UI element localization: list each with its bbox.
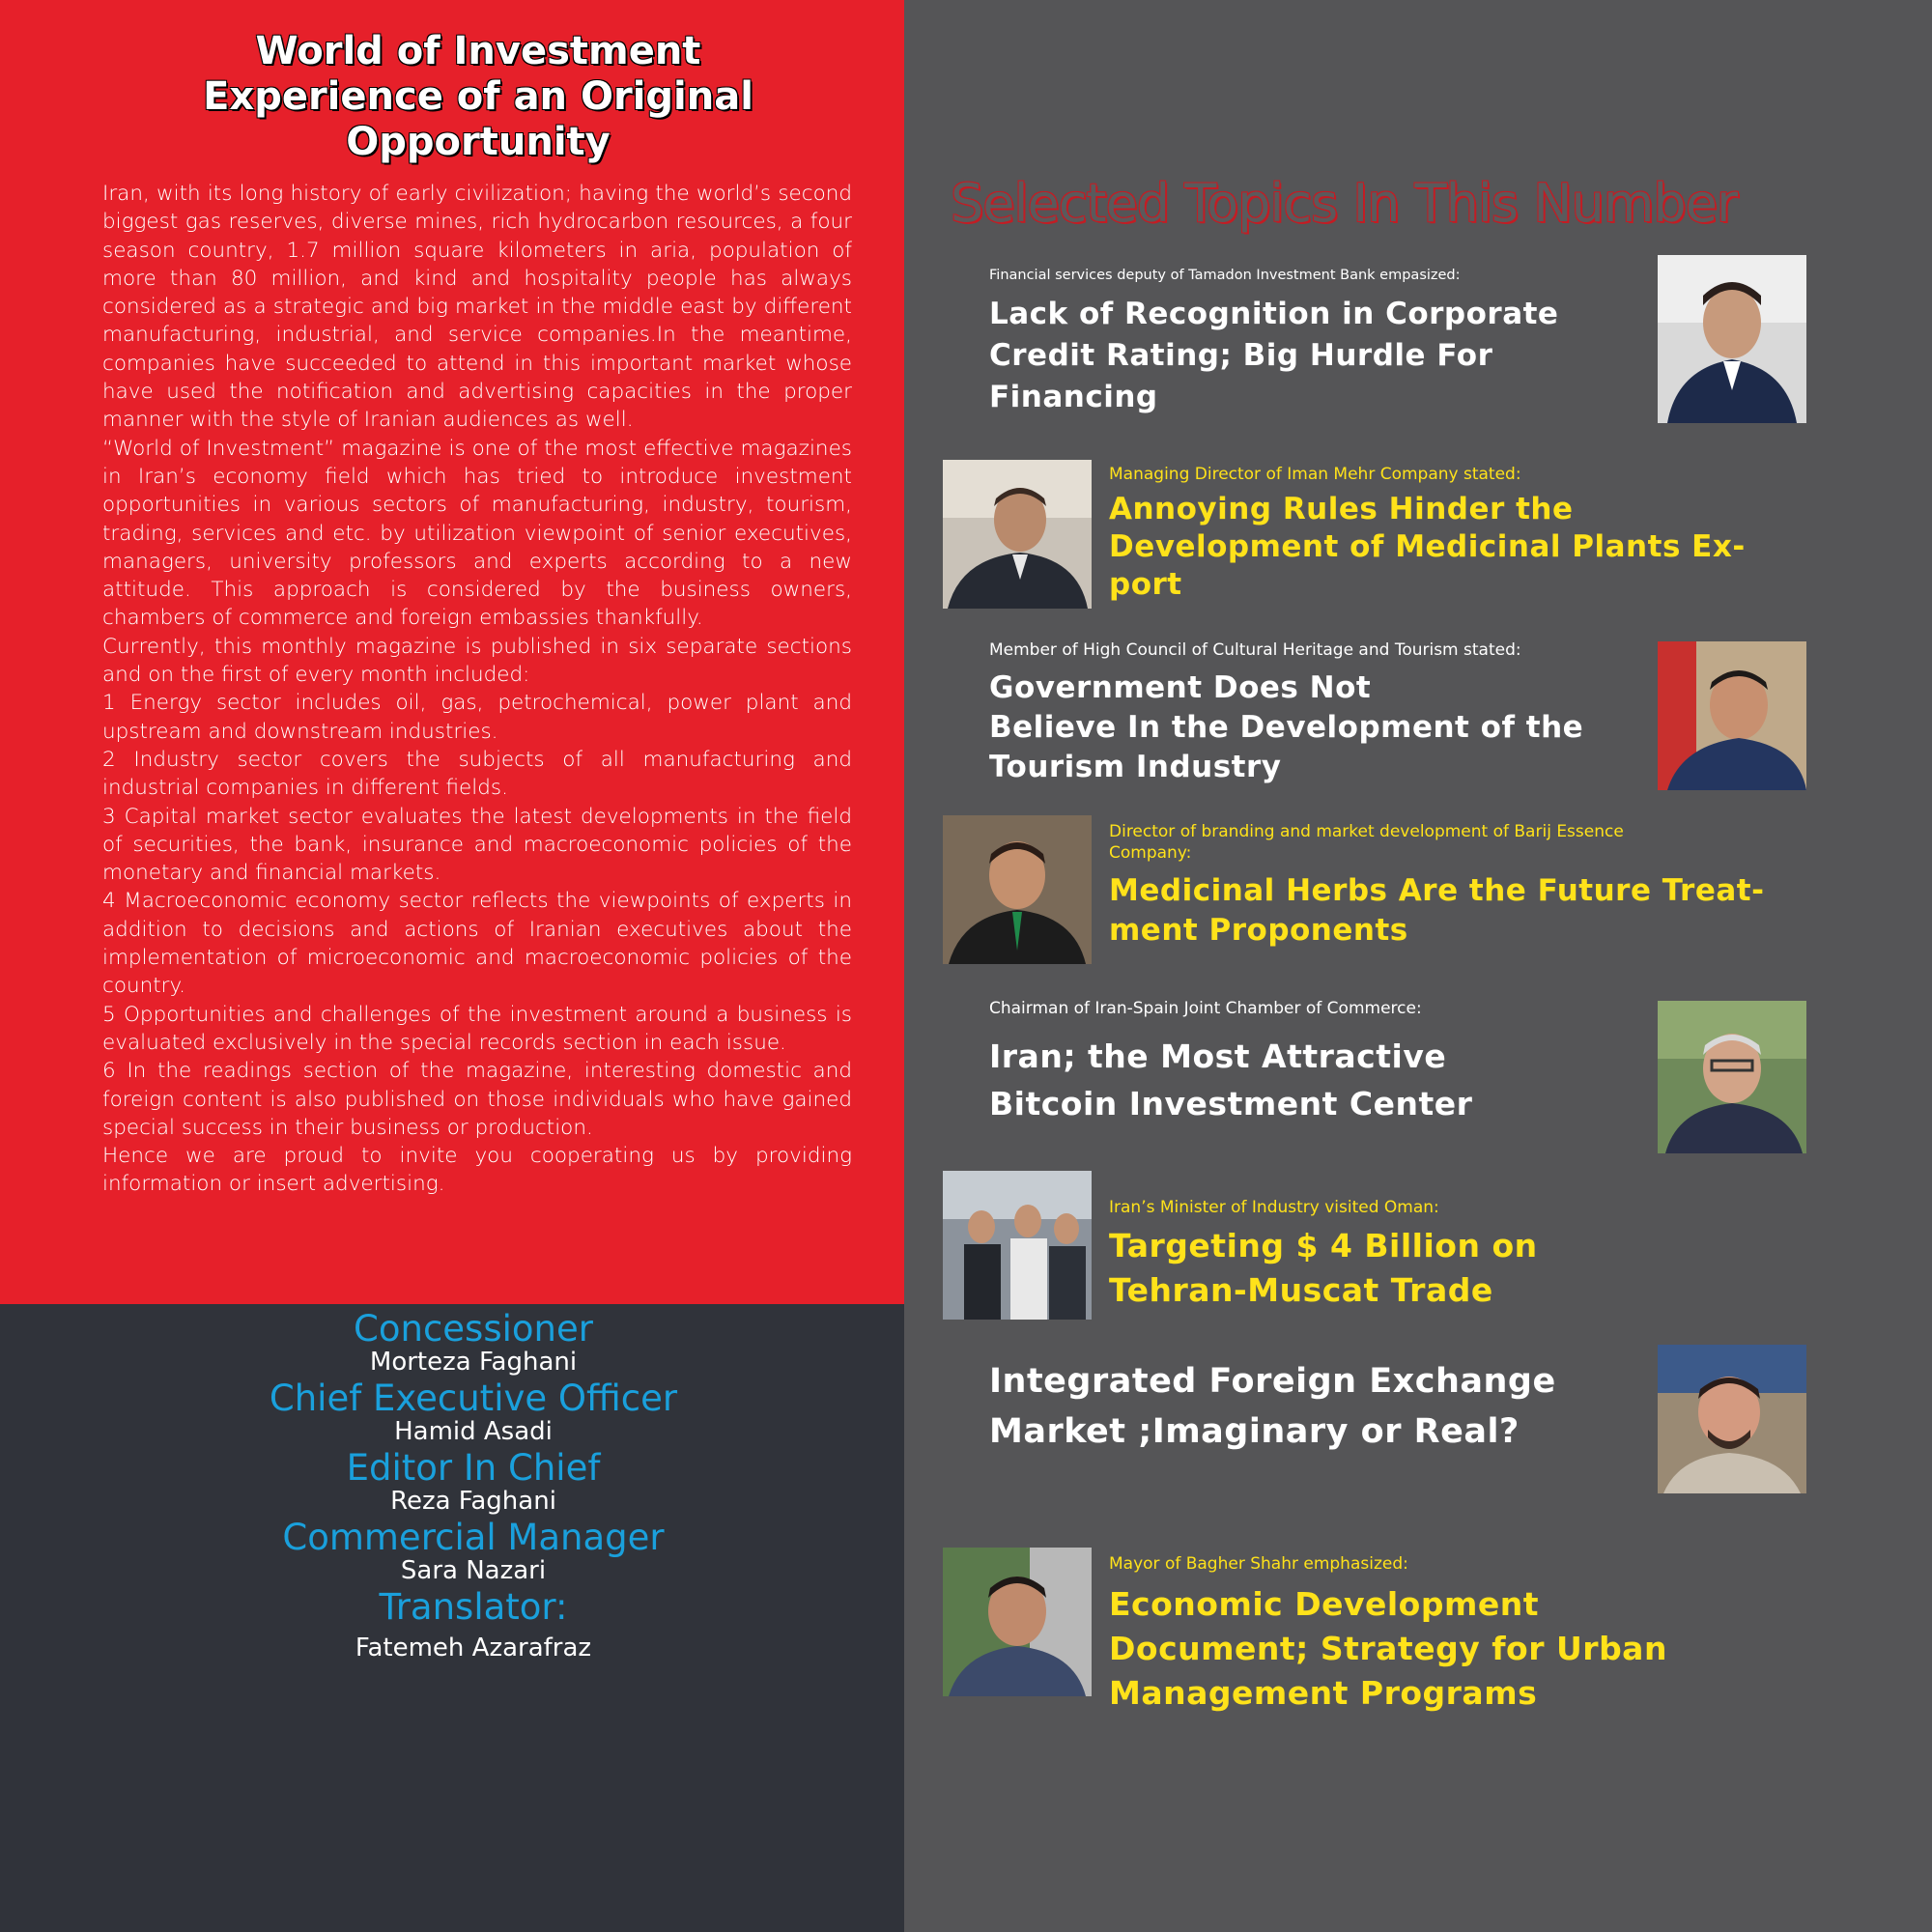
headline-line: Tourism Industry	[989, 750, 1282, 784]
intro-paragraph: Iran, with its long history of early civilization; having the world’s second biggest gas reserves, diverse mines, rich hydrocarbon resources, a four season country, 1.7 million square kilometers in aria, population of more than 80 million, and kind and hospitality people has always considered as a strategic and big market in the middle east by different manufacturing, industrial, and service companies.In the meantime, companies have succeeded to attend in this important market whose have used the notification and advertising capacities in the proper manner with the style of Iranian audiences as well.	[102, 182, 852, 433]
title-line: Experience of an Original	[203, 74, 753, 119]
headline-line: Targeting $ 4 Billion on	[1109, 1227, 1538, 1264]
headline-line: Medicinal Herbs Are the Future Treat-	[1109, 873, 1765, 908]
headline-line: Economic Development	[1109, 1585, 1539, 1623]
staff-role: Concessioner	[354, 1308, 593, 1350]
staff-role: Chief Executive Officer	[269, 1378, 678, 1419]
topic-item[interactable]	[1109, 821, 1795, 951]
staff-role: Commercial Manager	[282, 1517, 665, 1558]
staff-credits	[0, 1308, 947, 1666]
topic-headline	[989, 668, 1656, 787]
topic-kicker: Mayor of Bagher Shahr emphasized:	[1109, 1554, 1408, 1574]
topic-kicker: Financial services deputy of Tamadon Investment Bank empasized:	[989, 268, 1461, 283]
topic-headline	[1109, 1224, 1785, 1313]
topic-item[interactable]	[1109, 1197, 1785, 1313]
headline-line: Integrated Foreign Exchange	[989, 1362, 1556, 1401]
intro-paragraph: 5 Opportunities and challenges of the investment around a business is evaluated exclusively in the special records section in each issue.	[102, 1002, 852, 1055]
staff-role: Editor In Chief	[346, 1447, 601, 1489]
staff-role: Translator:	[379, 1586, 568, 1628]
intro-paragraph: Hence we are proud to invite you cooperating us by providing information or insert advertising.	[102, 1144, 852, 1197]
topic-item[interactable]	[989, 265, 1646, 418]
selected-topics-title: Selected Topics In This Number	[951, 173, 1738, 234]
headline-line: Government Does Not	[989, 670, 1372, 705]
topic-item[interactable]	[1109, 1553, 1804, 1716]
intro-paragraph: “World of Investment” magazine is one of the most effective magazines in Iran’s economy field which has tried to introduce investment opportunities in various sectors of manufacturing, industry, tourism, trading, services and etc. by utilization viewpoint of senior executives, managers, university professors and experts according to a new attitude. This approach is considered by the business owners, chambers of commerce and foreign embassies thankfully.	[102, 436, 852, 631]
topic-headline	[989, 294, 1646, 418]
intro-paragraph: 1 Energy sector includes oil, gas, petrochemical, power plant and upstream and downstream industries.	[102, 691, 852, 744]
topic-kicker: Chairman of Iran-Spain Joint Chamber of Commerce:	[989, 999, 1422, 1018]
title-line: World of Investment	[255, 29, 701, 73]
staff-name: Morteza Faghani	[369, 1348, 578, 1377]
staff-name: Hamid Asadi	[394, 1417, 553, 1446]
portrait-photo	[1658, 1345, 1806, 1493]
intro-paragraph: 2 Industry sector covers the subjects of all manufacturing and industrial companies in different fields.	[102, 747, 852, 801]
headline-line: Annoying Rules Hinder the	[1109, 492, 1574, 526]
portrait-photo	[943, 1548, 1092, 1696]
topic-kicker	[1109, 821, 1795, 864]
topic-kicker: Iran’s Minister of Industry visited Oman:	[1109, 1198, 1439, 1217]
headline-line: Lack of Recognition in Corporate	[989, 297, 1559, 331]
topic-item[interactable]	[1109, 464, 1785, 604]
headline-line: Iran; the Most Attractive	[989, 1037, 1447, 1075]
staff-name: Sara Nazari	[400, 1556, 547, 1585]
headline-line: Tehran-Muscat Trade	[1109, 1271, 1493, 1309]
intro-paragraph: 4 Macroeconomic economy sector reflects the viewpoints of experts in addition to decisions and actions of Iranian executives about the implementation of microeconomic and macroeconomic policies of the country.	[102, 889, 852, 999]
topic-headline	[1109, 871, 1795, 951]
intro-paragraph: 3 Capital market sector evaluates the latest developments in the field of securities, the bank, insurance and macroeconomic policies of the monetary and financial markets.	[102, 804, 852, 886]
kicker-line: Company:	[1109, 843, 1192, 863]
staff-name: Fatemeh Azarafraz	[355, 1634, 592, 1662]
portrait-photo	[1658, 1001, 1806, 1153]
kicker-line: Director of branding and market development of Barij Essence	[1109, 822, 1624, 841]
headline-line: ment Proponents	[1109, 913, 1408, 948]
staff-name: Reza Faghani	[390, 1487, 556, 1516]
portrait-photo	[943, 815, 1092, 964]
topic-kicker: Managing Director of Iman Mehr Company stated:	[1109, 465, 1521, 484]
magazine-title	[58, 29, 898, 165]
intro-paragraph: Currently, this monthly magazine is published in six separate sections and on the first of every month included:	[102, 634, 852, 688]
headline-line: port	[1109, 567, 1182, 602]
intro-paragraph: 6 In the readings section of the magazine, interesting domestic and foreign content is also published on those individuals who have gained special success in their business or production.	[102, 1059, 852, 1140]
headline-line: Development of Medicinal Plants Ex-	[1109, 529, 1746, 564]
topic-headline	[989, 1033, 1656, 1127]
headline-line: Bitcoin Investment Center	[989, 1085, 1473, 1122]
headline-line: Market ;Imaginary or Real?	[989, 1412, 1520, 1451]
headline-line: Believe In the Development of the	[989, 710, 1584, 745]
topic-headline	[1109, 1582, 1804, 1716]
topic-item[interactable]	[989, 1356, 1656, 1457]
portrait-photo	[1658, 255, 1806, 423]
title-line: Opportunity	[346, 120, 611, 164]
portrait-photo	[943, 460, 1092, 609]
topic-item[interactable]	[989, 639, 1656, 787]
topic-headline	[1109, 491, 1785, 604]
topic-headline	[989, 1356, 1656, 1457]
headline-line: Document; Strategy for Urban	[1109, 1630, 1667, 1667]
intro-text	[102, 180, 852, 1199]
event-photo	[943, 1171, 1092, 1320]
portrait-photo	[1658, 641, 1806, 790]
topic-kicker: Member of High Council of Cultural Heritage and Tourism stated:	[989, 640, 1521, 660]
headline-line: Management Programs	[1109, 1674, 1538, 1712]
headline-line: Credit Rating; Big Hurdle For	[989, 338, 1493, 373]
headline-line: Financing	[989, 380, 1158, 414]
topic-item[interactable]	[989, 998, 1656, 1127]
